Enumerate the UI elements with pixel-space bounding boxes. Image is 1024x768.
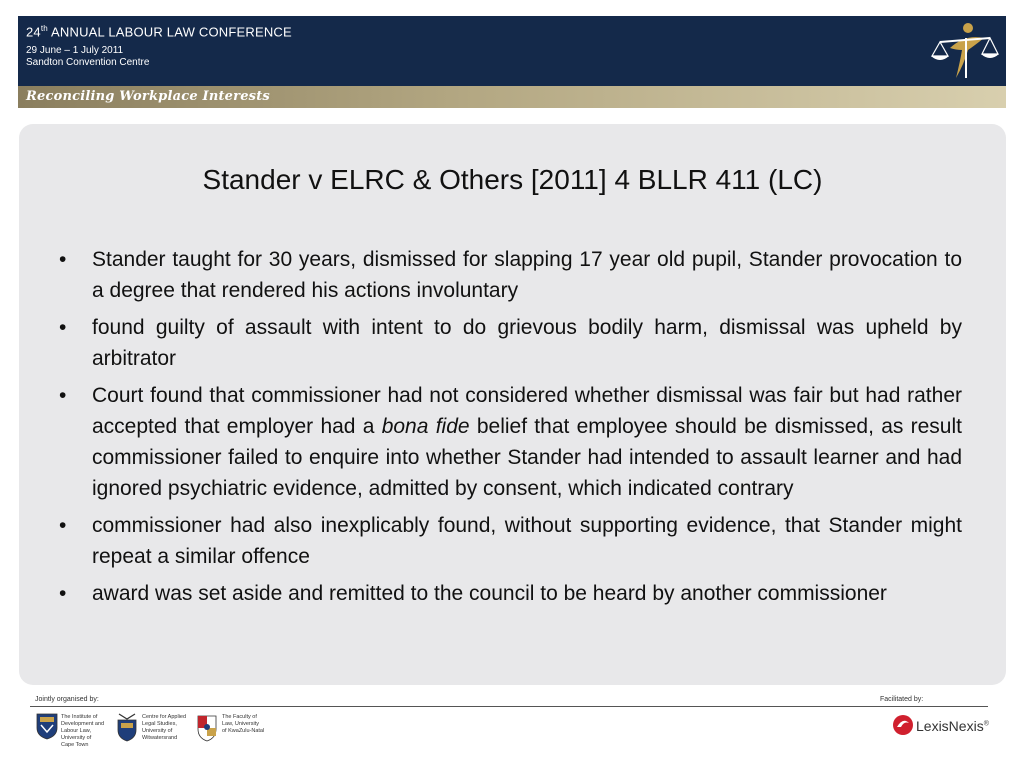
scales-of-justice-logo-icon (930, 20, 1000, 82)
org-text-line: The Institute of (61, 714, 98, 720)
wits-crest-icon (116, 712, 138, 742)
conference-title (26, 24, 292, 39)
bullet-item: • commissioner had also inexplicably found, without supporting evidence, that Stander might repeat a similar offence (59, 510, 962, 572)
org-text-line: University of (61, 735, 92, 741)
tagline-bar (18, 86, 1006, 108)
facilitated-by-label: Facilitated by: (880, 696, 924, 703)
ukzn-crest-icon (196, 712, 218, 742)
conference-venue: Sandton Convention Centre (26, 57, 150, 68)
conference-number: 24 (26, 24, 41, 40)
org-text-line: Centre for Applied (142, 714, 187, 720)
org-text-line: University of (142, 728, 173, 734)
bullet-item: • found guilty of assault with intent to do grievous bodily harm, dismissal was upheld by arbitrator (59, 312, 962, 374)
uct-crest-icon (36, 712, 58, 740)
footer-divider (30, 706, 988, 707)
bullet-item: • award was set aside and remitted to the council to be heard by another commissioner (59, 578, 962, 609)
conference-suffix: th (40, 24, 48, 33)
conference-name: ANNUAL LABOUR LAW CONFERENCE (47, 24, 292, 40)
slide-title: Stander v ELRC & Others [2011] 4 BLLR 411 (LC) (202, 164, 823, 195)
lexisnexis-swirl-icon (892, 714, 914, 736)
sponsor-name: LexisNexis (916, 718, 984, 734)
bullet-text-part: belief that employee should be dismissed, as result commissioner failed to enquire into whether Stander had intended to assault learner and had ignored psychiatric evidence, admitted by consent, which indicated contrary (92, 415, 962, 500)
bullet-list (59, 244, 962, 615)
org-text-line: Law, University (222, 721, 259, 727)
bullet-emphasis: bona fide (381, 415, 470, 438)
conference-header (18, 16, 1006, 86)
bullet-item (59, 380, 962, 504)
bullet-text-part: Court found that commissioner had not considered whether dismissal was fair but had rather accepted that employer had a (92, 384, 962, 438)
lexisnexis-logo (892, 714, 992, 738)
conference-dates: 29 June – 1 July 2011 (26, 45, 124, 56)
org-text-line: Development and (61, 721, 105, 727)
sponsor-registered-mark: ® (983, 720, 989, 728)
org-ukzn-text (222, 714, 272, 735)
org-text-line: of KwaZulu-Natal (222, 728, 265, 734)
bullet-item: • Stander taught for 30 years, dismissed for slapping 17 year old pupil, Stander provocation to a degree that rendered his actions involuntary (59, 244, 962, 306)
conference-tagline: Reconciling Workplace Interests (26, 89, 270, 104)
org-text-line: The Faculty of (222, 714, 257, 720)
org-wits-text (142, 714, 192, 742)
org-text-line: Legal Studies, (142, 721, 177, 727)
org-text-line: Witwatersrand (142, 735, 178, 741)
slide-content (19, 124, 1006, 685)
org-text-line: Cape Town (61, 742, 89, 748)
org-uct-text (61, 714, 111, 749)
organised-by-label: Jointly organised by: (35, 696, 99, 703)
org-text-line: Labour Law, (61, 728, 91, 734)
lexisnexis-wordmark (916, 718, 989, 734)
